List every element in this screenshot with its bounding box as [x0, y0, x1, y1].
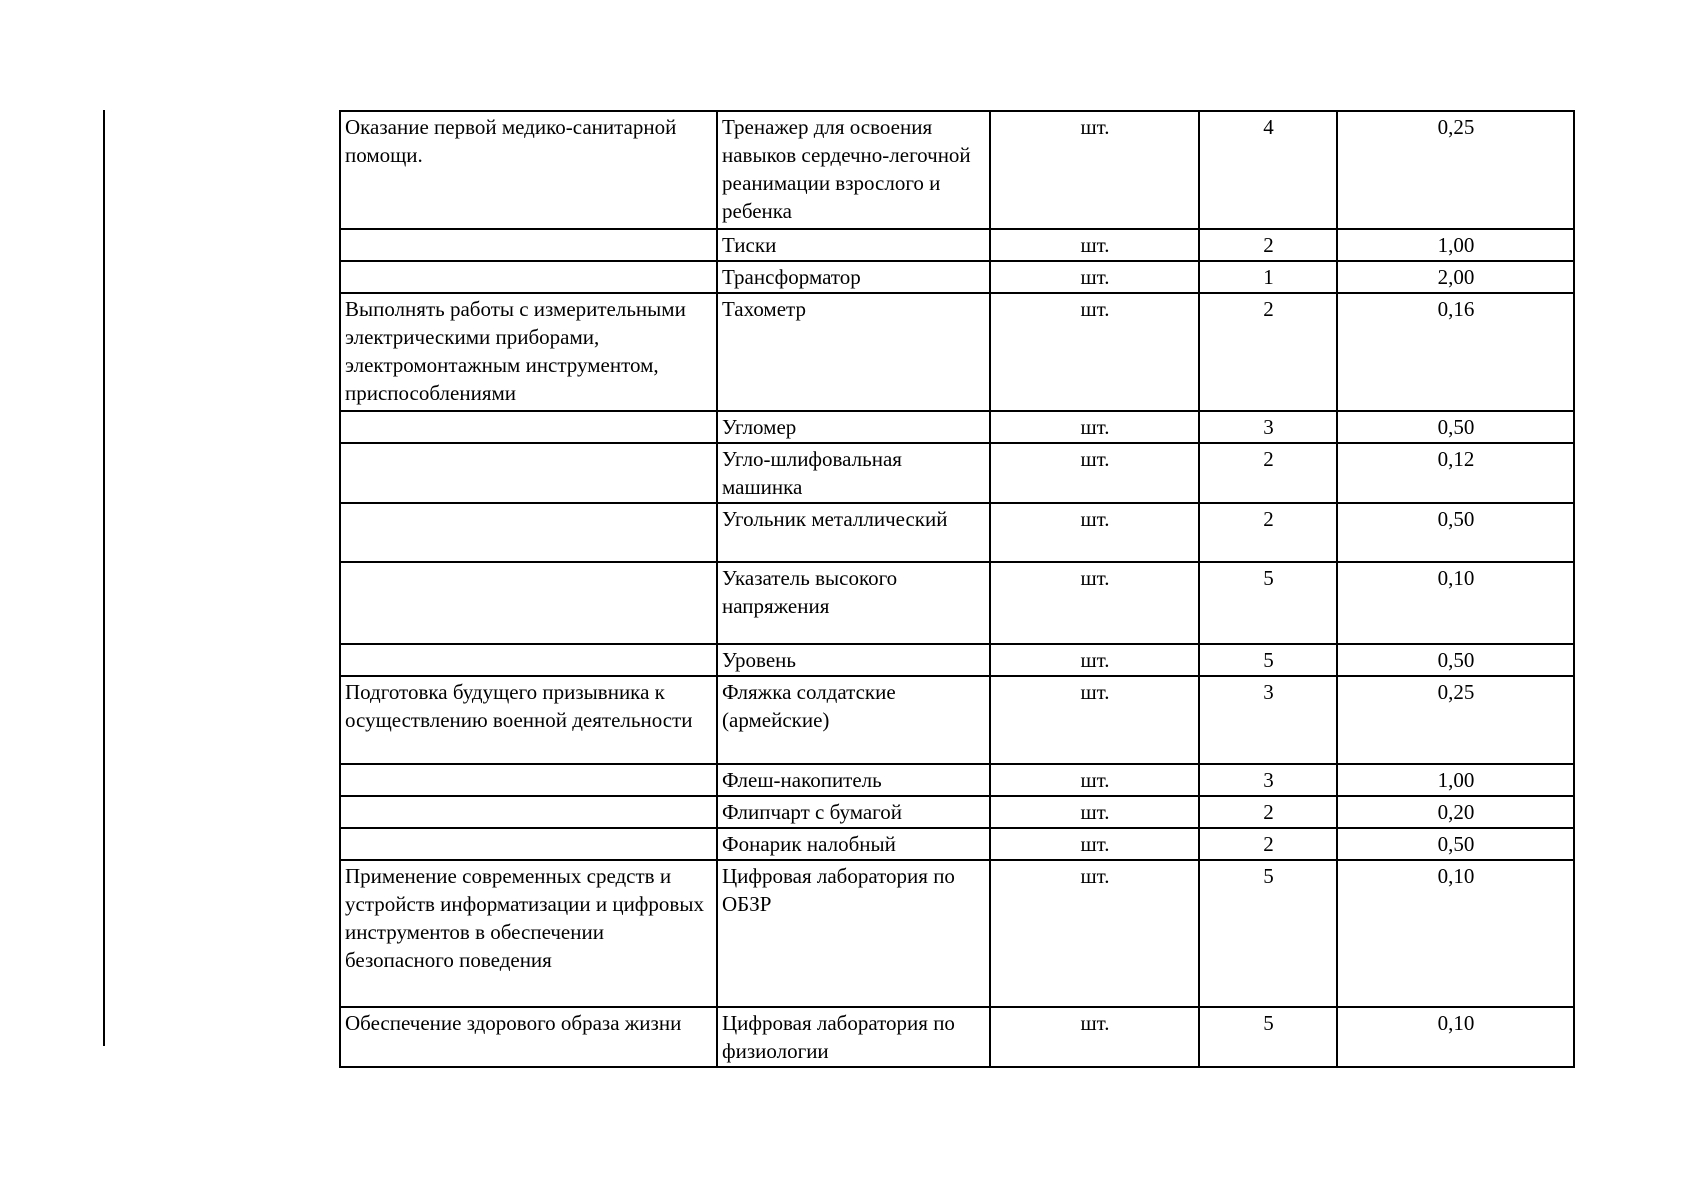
table-row	[340, 443, 1574, 503]
coefficient-cell: 0,10	[1337, 860, 1574, 1007]
equipment-cell: Тахометр	[717, 293, 990, 411]
equipment-cell: Фонарик налобный	[717, 828, 990, 860]
table-row	[340, 796, 1574, 828]
table-row	[340, 503, 1574, 562]
quantity-cell: 3	[1199, 676, 1337, 764]
activity-cell: Подготовка будущего призывника к осуществлению военной деятельности	[340, 676, 717, 764]
coefficient-cell: 0,50	[1337, 644, 1574, 676]
quantity-cell: 3	[1199, 411, 1337, 443]
coefficient-cell: 0,12	[1337, 443, 1574, 503]
quantity-cell: 5	[1199, 1007, 1337, 1067]
coefficient-cell: 2,00	[1337, 261, 1574, 293]
left-margin-rule	[103, 110, 105, 1046]
coefficient-cell: 1,00	[1337, 229, 1574, 261]
quantity-cell: 2	[1199, 796, 1337, 828]
equipment-cell: Фляжка солдатские (армейские)	[717, 676, 990, 764]
quantity-cell: 2	[1199, 828, 1337, 860]
unit-cell: шт.	[990, 676, 1199, 764]
activity-cell	[340, 644, 717, 676]
unit-cell: шт.	[990, 111, 1199, 229]
activity-cell: Оказание первой медико-санитарной помощи.	[340, 111, 717, 229]
quantity-cell: 4	[1199, 111, 1337, 229]
coefficient-cell: 0,50	[1337, 411, 1574, 443]
coefficient-cell: 0,25	[1337, 676, 1574, 764]
unit-cell: шт.	[990, 261, 1199, 293]
equipment-table	[339, 110, 1575, 1068]
quantity-cell: 5	[1199, 644, 1337, 676]
equipment-cell: Цифровая лаборатория по физиологии	[717, 1007, 990, 1067]
table-row	[340, 828, 1574, 860]
unit-cell: шт.	[990, 562, 1199, 644]
activity-cell	[340, 503, 717, 562]
unit-cell: шт.	[990, 828, 1199, 860]
table-row	[340, 644, 1574, 676]
unit-cell: шт.	[990, 1007, 1199, 1067]
activity-cell	[340, 764, 717, 796]
table-row	[340, 676, 1574, 764]
unit-cell: шт.	[990, 229, 1199, 261]
equipment-cell: Угломер	[717, 411, 990, 443]
activity-cell	[340, 261, 717, 293]
coefficient-cell: 0,20	[1337, 796, 1574, 828]
equipment-cell: Тиски	[717, 229, 990, 261]
table-row	[340, 293, 1574, 411]
quantity-cell: 1	[1199, 261, 1337, 293]
activity-cell	[340, 796, 717, 828]
unit-cell: шт.	[990, 644, 1199, 676]
activity-cell: Выполнять работы с измерительными электрическими приборами, электромонтажным инструментом, приспособлениями	[340, 293, 717, 411]
quantity-cell: 2	[1199, 293, 1337, 411]
table-row	[340, 261, 1574, 293]
equipment-cell: Трансформатор	[717, 261, 990, 293]
equipment-cell: Уровень	[717, 644, 990, 676]
coefficient-cell: 0,10	[1337, 562, 1574, 644]
equipment-cell: Угло-шлифовальная машинка	[717, 443, 990, 503]
activity-cell	[340, 828, 717, 860]
activity-cell	[340, 411, 717, 443]
quantity-cell: 5	[1199, 562, 1337, 644]
coefficient-cell: 0,25	[1337, 111, 1574, 229]
unit-cell: шт.	[990, 293, 1199, 411]
table-row	[340, 1007, 1574, 1067]
quantity-cell: 3	[1199, 764, 1337, 796]
quantity-cell: 2	[1199, 503, 1337, 562]
table-row	[340, 764, 1574, 796]
equipment-cell: Флипчарт с бумагой	[717, 796, 990, 828]
unit-cell: шт.	[990, 443, 1199, 503]
activity-cell	[340, 443, 717, 503]
table-row	[340, 111, 1574, 229]
equipment-cell: Тренажер для освоения навыков сердечно-легочной реанимации взрослого и ребенка	[717, 111, 990, 229]
equipment-cell: Указатель высокого напряжения	[717, 562, 990, 644]
table-row	[340, 562, 1574, 644]
quantity-cell: 2	[1199, 443, 1337, 503]
activity-cell	[340, 229, 717, 261]
activity-cell	[340, 562, 717, 644]
quantity-cell: 2	[1199, 229, 1337, 261]
equipment-cell: Флеш-накопитель	[717, 764, 990, 796]
table-row	[340, 229, 1574, 261]
unit-cell: шт.	[990, 796, 1199, 828]
coefficient-cell: 0,50	[1337, 828, 1574, 860]
equipment-cell: Цифровая лаборатория по ОБЗР	[717, 860, 990, 1007]
unit-cell: шт.	[990, 411, 1199, 443]
coefficient-cell: 0,10	[1337, 1007, 1574, 1067]
equipment-cell: Угольник металлический	[717, 503, 990, 562]
activity-cell: Обеспечение здорового образа жизни	[340, 1007, 717, 1067]
unit-cell: шт.	[990, 764, 1199, 796]
coefficient-cell: 0,16	[1337, 293, 1574, 411]
unit-cell: шт.	[990, 860, 1199, 1007]
coefficient-cell: 1,00	[1337, 764, 1574, 796]
unit-cell: шт.	[990, 503, 1199, 562]
coefficient-cell: 0,50	[1337, 503, 1574, 562]
table-row	[340, 860, 1574, 1007]
table-row	[340, 411, 1574, 443]
activity-cell: Применение современных средств и устройств информатизации и цифровых инструментов в обеспечении безопасного поведения	[340, 860, 717, 1007]
quantity-cell: 5	[1199, 860, 1337, 1007]
